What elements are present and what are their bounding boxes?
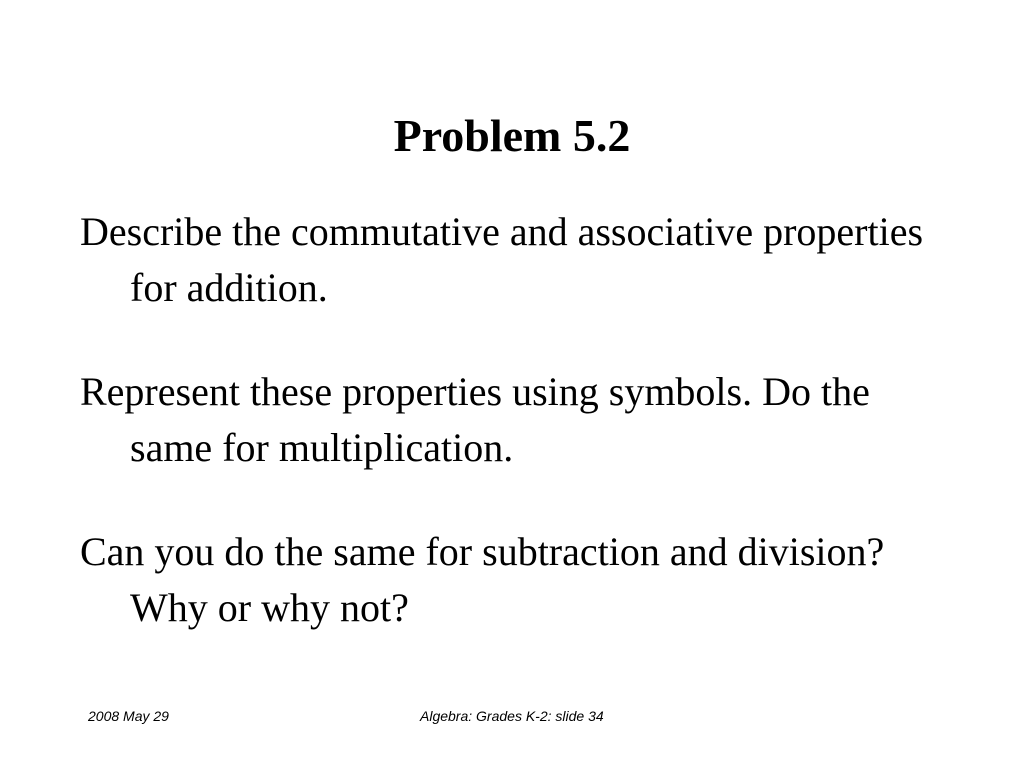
paragraph-represent-symbols: Represent these properties using symbols. Do the same for multiplication. <box>80 369 870 470</box>
paragraph-properties-addition: Describe the commutative and associative properties for addition. <box>80 209 924 310</box>
footer-date: 2008 May 29 <box>88 708 169 724</box>
slide-body <box>80 204 950 684</box>
slide-title: Problem 5.2 <box>393 110 631 161</box>
paragraph-subtraction-division: Can you do the same for subtraction and division? Why or why not? <box>80 529 885 630</box>
footer-slide-label: Algebra: Grades K-2: slide 34 <box>420 708 604 724</box>
